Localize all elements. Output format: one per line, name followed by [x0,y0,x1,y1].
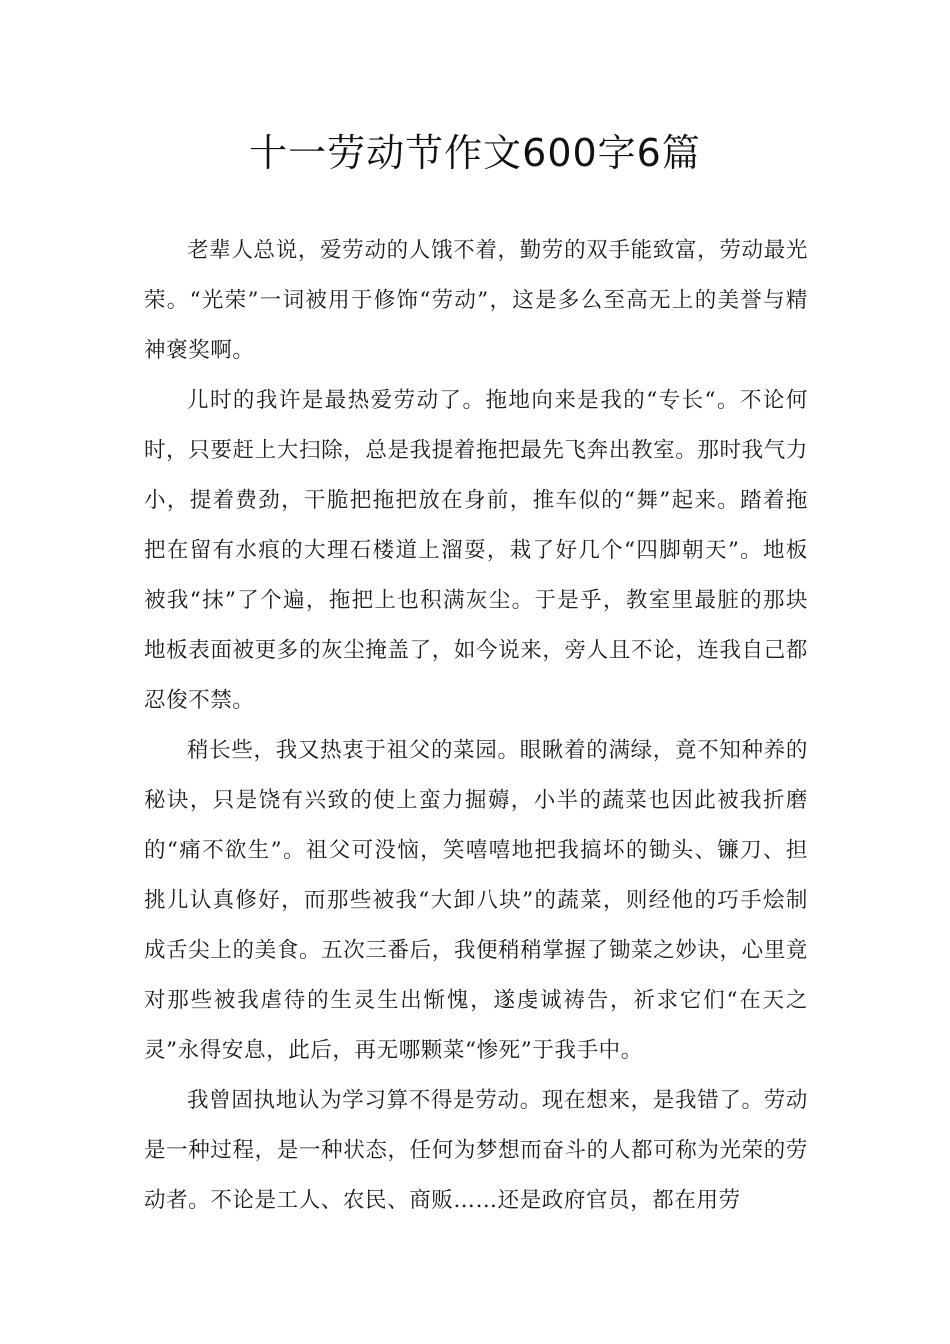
document-body [144,226,808,1226]
paragraph-1: 老辈人总说，爱劳动的人饿不着，勤劳的双手能致富，劳动最光荣。“光荣”一词被用于修饰“劳动”，这是多么至高无上的美誉与精神褒奖啊。 [144,238,808,363]
document-title: 十一劳动节作文600字6篇 [249,131,701,175]
paragraph-2: 儿时的我许是最热爱劳动了。拖地向来是我的“专长“。不论何时，只要赶上大扫除，总是我提着拖把最先飞奔出教室。那时我气力小，提着费劲，干脆把拖把放在身前，推车似的“舞”起来。踏着拖把在留有水痕的大理石楼道上溜耍，栽了好几个“四脚朝天”。地板被我“抹”了个遍，拖把上也积满灰尘。于是乎，教室里最脏的那块地板表面被更多的灰尘掩盖了，如今说来，旁人且不论，连我自己都忍俊不禁。 [144,388,808,713]
paragraph-4: 我曾固执地认为学习算不得是劳动。现在想来，是我错了。劳动是一种过程，是一种状态，任何为梦想而奋斗的人都可称为光荣的劳动者。不论是工人、农民、商贩……还是政府官员，都在用劳 [144,1088,808,1213]
paragraph-3: 稍长些，我又热衷于祖父的菜园。眼瞅着的满绿，竟不知种养的秘诀，只是饶有兴致的使上蛮力掘薅，小半的蔬菜也因此被我折磨的“痛不欲生”。祖父可没恼，笑嘻嘻地把我搞坏的锄头、镰刀、担挑儿认真修好，而那些被我“大卸八块”的蔬菜，则经他的巧手烩制成舌尖上的美食。五次三番后，我便稍稍掌握了锄菜之妙诀，心里竟对那些被我虐待的生灵生出惭愧，遂虔诚祷告，祈求它们“在天之灵”永得安息，此后，再无哪颗菜“惨死”于我手中。 [144,738,808,1063]
